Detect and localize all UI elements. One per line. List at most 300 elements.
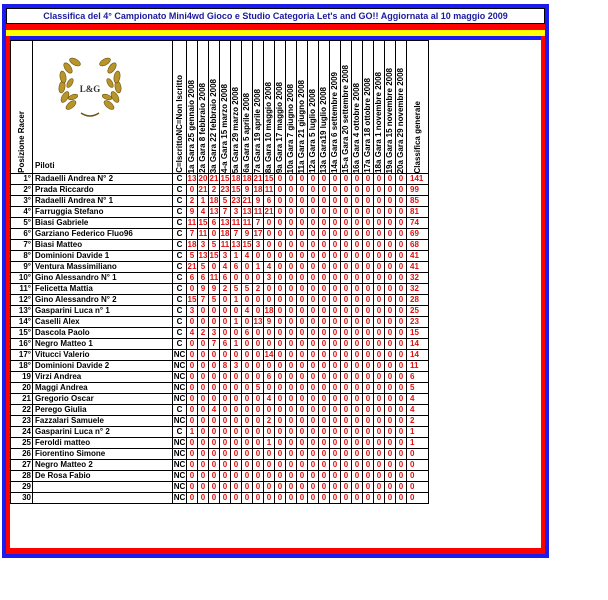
race-score-cell: 0 — [385, 482, 396, 493]
race-score-cell: 0 — [385, 471, 396, 482]
position-cell: 12° — [11, 295, 33, 306]
status-cell: NC — [173, 372, 186, 381]
race-score-cell: 0 — [275, 262, 286, 273]
race-score-cell: 23 — [220, 185, 230, 194]
race-score-cell: 0 — [286, 361, 297, 372]
race-score-cell: 0 — [264, 339, 275, 350]
race-score-cell: 0 — [385, 317, 396, 328]
total-score-cell: 25 — [407, 306, 429, 317]
race-score-cell: 0 — [341, 482, 352, 493]
table-row — [11, 328, 429, 339]
race-score-cell: 0 — [286, 427, 297, 438]
race-score-cell: 0 — [187, 394, 198, 405]
race-header: 11a Gara 21 giugno 2008 — [297, 41, 308, 174]
race-score-cell: 0 — [363, 493, 374, 504]
race-score-cell: 0 — [330, 240, 341, 251]
race-score-cell: 0 — [319, 218, 330, 229]
total-score-cell: 5 — [407, 383, 429, 394]
race-header: 4-a Gara 15 marzo 2008 — [220, 41, 231, 174]
race-score-cell: 0 — [220, 449, 231, 460]
race-score-cell: 0 — [286, 196, 297, 207]
pilot-name-cell: Farruggia Stefano — [33, 207, 173, 218]
race-score-cell: 5 — [242, 284, 253, 295]
race-score-cell: 0 — [297, 493, 308, 504]
position-cell: 2° — [11, 185, 33, 196]
status-cell: C — [173, 317, 187, 328]
race-score-cell: 0 — [352, 196, 363, 207]
position-cell: 9° — [11, 262, 33, 273]
race-score-cell: 0 — [308, 328, 319, 339]
race-score-cell: 0 — [253, 350, 264, 361]
race-score-cell: 0 — [187, 372, 198, 383]
race-score-cell: 0 — [297, 339, 308, 350]
race-score-cell: 11 — [253, 207, 263, 216]
race-score-cell: 0 — [352, 207, 363, 218]
race-score-cell: 0 — [363, 185, 374, 196]
race-score-cell: 0 — [231, 449, 242, 460]
race-score-cell: 21 — [209, 174, 219, 183]
position-cell: 5° — [11, 218, 33, 229]
status-cell: C — [173, 174, 187, 185]
race-score-cell: 14 — [264, 350, 274, 359]
table-row — [11, 306, 429, 317]
race-score-cell: 0 — [319, 317, 330, 328]
pilot-name-cell: Gino Alessandro N° 1 — [33, 273, 173, 284]
race-score-cell: 0 — [242, 317, 253, 328]
race-score-cell: 0 — [220, 394, 231, 405]
race-header: 2a Gara 8 febbraio 2008 — [198, 41, 209, 174]
race-score-cell: 0 — [385, 251, 396, 262]
race-score-cell: 0 — [253, 405, 264, 416]
race-score-cell: 0 — [385, 240, 396, 251]
race-score-cell: 0 — [198, 449, 209, 460]
race-score-cell: 0 — [385, 284, 396, 295]
race-header: 18a Gara 1 novembre 2008 — [374, 41, 385, 174]
status-cell: NC — [173, 383, 186, 392]
race-score-cell: 0 — [286, 482, 297, 493]
race-score-cell: 18 — [242, 174, 252, 183]
race-score-cell: 0 — [220, 482, 231, 493]
race-score-cell: 0 — [396, 306, 407, 317]
race-score-cell: 0 — [275, 471, 286, 482]
race-score-cell: 5 — [187, 251, 198, 262]
race-score-cell: 0 — [396, 482, 407, 493]
race-score-cell: 0 — [363, 273, 374, 284]
race-score-cell: 0 — [363, 262, 374, 273]
race-score-cell: 0 — [330, 273, 341, 284]
race-score-cell: 0 — [330, 196, 341, 207]
position-cell: 21 — [11, 394, 33, 405]
race-score-cell: 0 — [308, 405, 319, 416]
race-score-cell: 0 — [253, 482, 264, 493]
status-cell: C — [173, 240, 187, 251]
race-score-cell: 7 — [198, 295, 209, 306]
race-score-cell: 13 — [231, 240, 241, 249]
race-score-cell: 0 — [209, 229, 220, 240]
race-score-cell: 0 — [220, 405, 231, 416]
pilot-name-cell: Dominioni Davide 2 — [33, 361, 173, 372]
race-score-cell: 0 — [264, 493, 275, 504]
race-score-cell: 0 — [396, 295, 407, 306]
race-score-cell: 0 — [341, 471, 352, 482]
race-score-cell: 0 — [352, 284, 363, 295]
race-score-cell: 0 — [352, 405, 363, 416]
table-row — [11, 317, 429, 328]
race-score-cell: 0 — [264, 361, 275, 372]
race-score-cell: 4 — [220, 262, 231, 273]
race-score-cell: 0 — [275, 185, 286, 196]
race-header: 3a Gara 22 febbraio 2008 — [209, 41, 220, 174]
race-header: 5a Gara 29 marzo 2008 — [231, 41, 242, 174]
race-score-cell: 18 — [253, 185, 263, 194]
pilot-name-cell — [33, 493, 173, 504]
race-score-cell: 5 — [253, 383, 264, 394]
race-score-cell: 0 — [198, 438, 209, 449]
race-score-cell: 1 — [264, 438, 275, 449]
race-score-cell: 18 — [220, 229, 230, 238]
race-score-cell: 0 — [308, 471, 319, 482]
position-cell: 6° — [11, 229, 33, 240]
race-score-cell: 0 — [308, 317, 319, 328]
race-score-cell: 0 — [209, 482, 220, 493]
race-score-cell: 0 — [242, 273, 253, 284]
race-score-cell: 0 — [198, 460, 209, 471]
race-score-cell: 0 — [352, 471, 363, 482]
total-score-cell: 1 — [407, 427, 429, 438]
race-score-cell: 0 — [330, 207, 341, 218]
position-cell: 13° — [11, 306, 33, 317]
race-score-cell: 0 — [275, 493, 286, 504]
race-header: 9a Gara 17 maggio 2008 — [275, 41, 286, 174]
race-score-cell: 0 — [198, 317, 209, 328]
race-score-cell: 0 — [352, 416, 363, 427]
table-row — [11, 174, 429, 185]
race-score-cell: 0 — [352, 218, 363, 229]
race-score-cell: 0 — [242, 471, 253, 482]
race-score-cell: 0 — [286, 328, 297, 339]
race-score-cell: 0 — [297, 207, 308, 218]
race-score-cell: 0 — [286, 383, 297, 394]
race-score-cell: 0 — [275, 405, 286, 416]
total-score-cell: 14 — [407, 339, 429, 350]
table-row — [11, 482, 429, 493]
race-score-cell: 0 — [264, 218, 275, 229]
race-score-cell: 0 — [297, 383, 308, 394]
race-score-cell: 0 — [297, 405, 308, 416]
race-score-cell: 0 — [286, 262, 297, 273]
race-score-cell: 0 — [242, 262, 253, 273]
table-row — [11, 196, 429, 207]
total-score-cell: 41 — [407, 251, 429, 262]
race-score-cell: 0 — [275, 460, 286, 471]
position-cell: 14° — [11, 317, 33, 328]
race-score-cell: 0 — [220, 328, 231, 339]
race-score-cell: 0 — [220, 383, 231, 394]
position-cell: 26 — [11, 449, 33, 460]
table-row — [11, 460, 429, 471]
page-title: Classifica del 4° Campionato Mini4wd Gioco e Studio Categoria Let's and GO!! Aggiornata al 10 maggio 2009 — [6, 8, 545, 24]
race-score-cell: 0 — [264, 251, 275, 262]
total-score-cell: 15 — [407, 328, 429, 339]
race-score-cell: 0 — [220, 493, 231, 504]
race-score-cell: 0 — [341, 394, 352, 405]
race-score-cell: 9 — [253, 196, 264, 207]
race-score-cell: 0 — [297, 438, 308, 449]
race-score-cell: 0 — [374, 383, 385, 394]
race-score-cell: 0 — [198, 416, 209, 427]
table-row — [11, 383, 429, 394]
race-score-cell: 0 — [297, 471, 308, 482]
race-score-cell: 20 — [198, 174, 208, 183]
race-score-cell: 0 — [396, 449, 407, 460]
race-score-cell: 0 — [275, 218, 286, 229]
race-score-cell: 0 — [396, 361, 407, 372]
race-score-cell: 0 — [352, 328, 363, 339]
race-score-cell: 11 — [242, 218, 252, 227]
pilot-name-cell: Dascola Paolo — [33, 328, 173, 339]
race-score-cell: 3 — [209, 328, 220, 339]
position-cell: 28 — [11, 471, 33, 482]
red-stripe-right — [541, 36, 545, 554]
race-score-cell: 0 — [275, 229, 286, 240]
position-cell: 20 — [11, 383, 33, 394]
race-score-cell: 0 — [209, 427, 220, 438]
race-score-cell: 0 — [385, 306, 396, 317]
race-score-cell: 3 — [187, 306, 198, 317]
race-score-cell: 9 — [209, 284, 220, 295]
race-score-cell: 0 — [330, 306, 341, 317]
race-score-cell: 0 — [363, 416, 374, 427]
race-score-cell: 0 — [187, 460, 198, 471]
race-score-cell: 4 — [264, 262, 275, 273]
race-score-cell: 0 — [297, 295, 308, 306]
race-score-cell: 0 — [242, 372, 253, 383]
race-score-cell: 0 — [319, 174, 330, 185]
race-score-cell: 0 — [319, 416, 330, 427]
race-score-cell: 2 — [187, 196, 198, 207]
total-score-cell: 41 — [407, 262, 429, 273]
race-score-cell: 0 — [275, 174, 286, 185]
race-score-cell: 9 — [264, 317, 275, 328]
race-score-cell: 2 — [264, 416, 275, 427]
table-row — [11, 295, 429, 306]
race-score-cell: 0 — [220, 317, 231, 328]
race-score-cell: 9 — [242, 185, 253, 196]
table-row — [11, 427, 429, 438]
total-header: Classifica generale — [407, 41, 429, 174]
race-header: 17a Gara 18 ottobre 2008 — [363, 41, 374, 174]
position-cell: 25 — [11, 438, 33, 449]
race-score-cell: 0 — [297, 427, 308, 438]
race-score-cell: 2 — [220, 284, 231, 295]
race-score-cell: 0 — [385, 350, 396, 361]
race-score-cell: 0 — [319, 306, 330, 317]
race-score-cell: 18 — [187, 240, 197, 249]
race-score-cell: 0 — [341, 449, 352, 460]
race-score-cell: 0 — [308, 229, 319, 240]
race-score-cell: 0 — [286, 273, 297, 284]
race-score-cell: 0 — [341, 218, 352, 229]
race-score-cell: 0 — [363, 295, 374, 306]
race-score-cell: 0 — [385, 229, 396, 240]
table-row — [11, 251, 429, 262]
race-score-cell: 0 — [352, 295, 363, 306]
race-score-cell: 0 — [319, 295, 330, 306]
race-score-cell: 0 — [352, 229, 363, 240]
race-score-cell: 0 — [308, 218, 319, 229]
pilot-name-cell: Gregorio Oscar — [33, 394, 173, 405]
race-score-cell: 0 — [385, 372, 396, 383]
race-score-cell: 0 — [253, 328, 264, 339]
race-score-cell: 0 — [242, 361, 253, 372]
race-score-cell: 0 — [396, 196, 407, 207]
race-score-cell: 0 — [275, 196, 286, 207]
pilot-name-cell: Biasi Matteo — [33, 240, 173, 251]
race-score-cell: 0 — [319, 196, 330, 207]
race-score-cell: 0 — [396, 317, 407, 328]
race-score-cell: 0 — [396, 273, 407, 284]
status-cell: NC — [173, 438, 186, 447]
total-score-cell: 68 — [407, 240, 429, 251]
race-score-cell: 0 — [231, 394, 242, 405]
race-score-cell: 0 — [187, 185, 198, 196]
race-score-cell: 0 — [363, 317, 374, 328]
race-score-cell: 23 — [231, 196, 241, 205]
total-score-cell: 85 — [407, 196, 429, 207]
race-score-cell: 6 — [198, 273, 209, 284]
race-score-cell: 0 — [396, 493, 407, 504]
position-cell: 3° — [11, 196, 33, 207]
race-score-cell: 0 — [330, 262, 341, 273]
race-score-cell: 0 — [374, 240, 385, 251]
race-score-cell: 0 — [209, 372, 220, 383]
logo-text: L&G — [79, 84, 101, 94]
race-score-cell: 0 — [198, 361, 209, 372]
race-score-cell: 0 — [187, 317, 198, 328]
race-score-cell: 0 — [220, 295, 231, 306]
race-score-cell: 7 — [253, 218, 264, 229]
race-score-cell: 0 — [330, 328, 341, 339]
race-score-cell: 0 — [396, 218, 407, 229]
race-score-cell: 0 — [352, 240, 363, 251]
race-score-cell: 15 — [198, 218, 208, 227]
race-score-cell: 0 — [330, 284, 341, 295]
table-row — [11, 284, 429, 295]
race-score-cell: 0 — [374, 328, 385, 339]
total-score-cell: 28 — [407, 295, 429, 306]
race-header: 7a Gara 19 aprile 2008 — [253, 41, 264, 174]
race-score-cell: 21 — [264, 207, 274, 216]
race-score-cell: 0 — [319, 405, 330, 416]
pilot-name-cell: Felicetta Mattia — [33, 284, 173, 295]
race-score-cell: 8 — [220, 361, 231, 372]
position-cell: 15° — [11, 328, 33, 339]
total-score-cell: 99 — [407, 185, 429, 196]
race-score-cell: 18 — [209, 196, 219, 205]
race-score-cell: 0 — [308, 383, 319, 394]
race-score-cell: 0 — [363, 482, 374, 493]
race-score-cell: 6 — [264, 196, 275, 207]
race-score-cell: 0 — [231, 405, 242, 416]
position-cell: 11° — [11, 284, 33, 295]
race-score-cell: 0 — [330, 372, 341, 383]
race-score-cell: 0 — [341, 174, 352, 185]
status-cell: NC — [173, 471, 186, 480]
position-header: Posizione Racer — [11, 41, 33, 174]
race-score-cell: 0 — [275, 416, 286, 427]
race-score-cell: 0 — [341, 416, 352, 427]
race-score-cell: 0 — [363, 251, 374, 262]
total-score-cell: 14 — [407, 350, 429, 361]
race-score-cell: 0 — [253, 493, 264, 504]
race-score-cell: 0 — [330, 174, 341, 185]
race-score-cell: 0 — [253, 460, 264, 471]
race-score-cell: 15 — [187, 295, 197, 304]
race-score-cell: 0 — [231, 273, 242, 284]
race-score-cell: 0 — [253, 295, 264, 306]
race-score-cell: 0 — [198, 471, 209, 482]
race-score-cell: 5 — [220, 196, 231, 207]
table-row — [11, 339, 429, 350]
position-cell: 1° — [11, 174, 33, 185]
race-score-cell: 0 — [363, 460, 374, 471]
race-score-cell: 0 — [330, 394, 341, 405]
race-score-cell: 9 — [198, 284, 209, 295]
race-header: 19a Gara 15 novembre 2008 — [385, 41, 396, 174]
race-score-cell: 0 — [198, 394, 209, 405]
status-cell: C — [173, 405, 187, 416]
race-score-cell: 0 — [396, 207, 407, 218]
race-score-cell: 0 — [385, 207, 396, 218]
race-score-cell: 0 — [242, 295, 253, 306]
race-header: 16a Gara 4 ottobre 2008 — [352, 41, 363, 174]
total-score-cell: 11 — [407, 361, 429, 372]
status-cell: C — [173, 262, 187, 273]
race-score-cell: 0 — [308, 350, 319, 361]
race-score-cell: 0 — [275, 449, 286, 460]
race-score-cell: 0 — [187, 482, 198, 493]
race-score-cell: 0 — [374, 449, 385, 460]
status-cell: NC — [173, 449, 186, 458]
race-score-cell: 0 — [275, 207, 286, 218]
race-score-cell: 0 — [385, 295, 396, 306]
race-score-cell: 0 — [396, 372, 407, 383]
race-score-cell: 0 — [220, 460, 231, 471]
race-score-cell: 1 — [231, 295, 242, 306]
race-score-cell: 0 — [330, 185, 341, 196]
race-score-cell: 0 — [253, 273, 264, 284]
table-row — [11, 207, 429, 218]
pilot-name-cell: Radaelli Andrea N° 2 — [33, 174, 173, 185]
race-score-cell: 0 — [308, 174, 319, 185]
race-score-cell: 5 — [209, 240, 220, 251]
race-score-cell: 0 — [209, 383, 220, 394]
pilot-name-cell: Ventura Massimiliano — [33, 262, 173, 273]
race-score-cell: 0 — [286, 493, 297, 504]
pilot-name-cell: Maggi Andrea — [33, 383, 173, 394]
race-score-cell: 0 — [396, 350, 407, 361]
race-score-cell: 0 — [209, 449, 220, 460]
race-score-cell: 0 — [253, 471, 264, 482]
race-score-cell: 0 — [330, 295, 341, 306]
pilot-name-cell: Negro Matteo 1 — [33, 339, 173, 350]
race-score-cell: 0 — [220, 306, 231, 317]
race-header: 20a Gara 29 novembre 2008 — [396, 41, 407, 174]
race-score-cell: 0 — [330, 471, 341, 482]
race-score-cell: 0 — [286, 460, 297, 471]
race-score-cell: 0 — [286, 251, 297, 262]
race-score-cell: 0 — [209, 438, 220, 449]
